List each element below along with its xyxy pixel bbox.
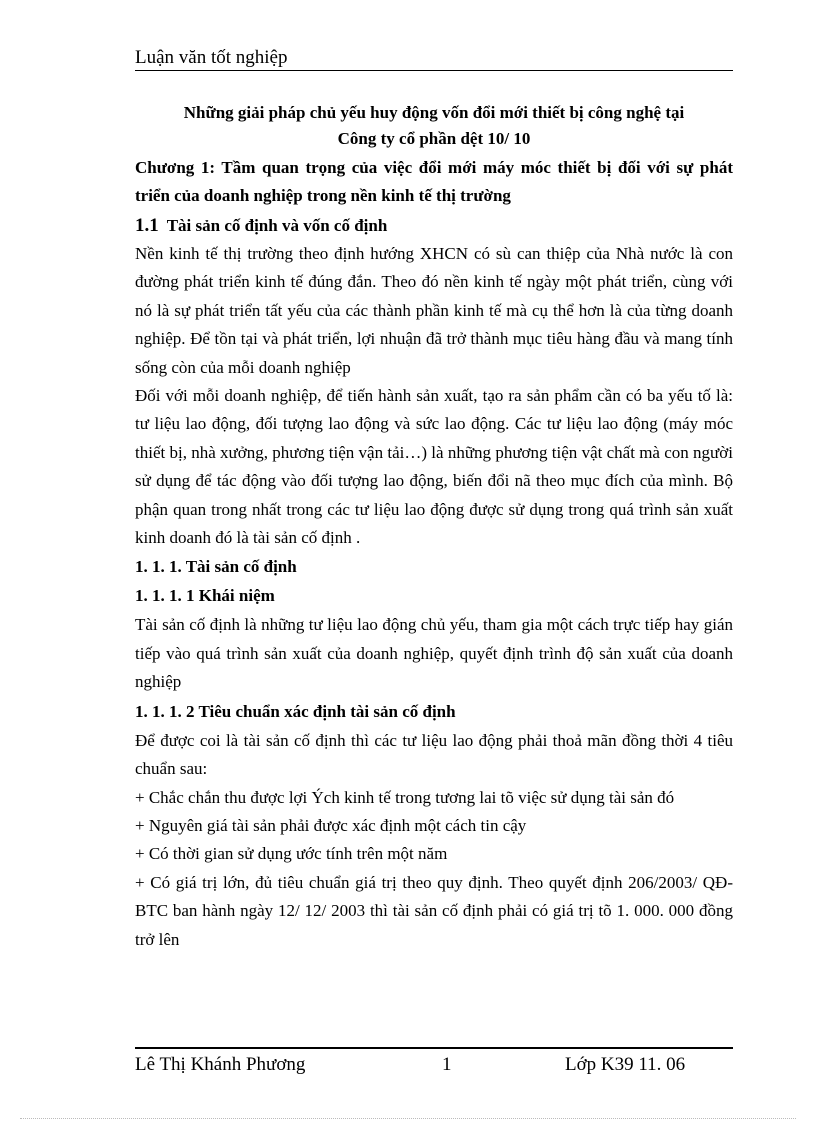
- thesis-title: [135, 100, 733, 152]
- header-rule: [135, 70, 733, 71]
- thesis-title-line-2: Công ty cổ phần dệt 10/ 10: [337, 129, 531, 148]
- section-heading-1-1: [135, 212, 733, 240]
- footer-class: Lớp K39 11. 06: [565, 1054, 686, 1075]
- footer-author: Lê Thị Khánh Phương: [135, 1054, 306, 1075]
- section-number: 1.1: [135, 215, 159, 236]
- criteria-item-1: + Chắc chắn thu được lợi Ých kinh tế trong tương lai tõ việc sử dụng tài sản đó: [135, 787, 675, 807]
- running-header: Luận văn tốt nghiệp: [135, 47, 288, 68]
- paragraph-concept: Tài sản cố định là những tư liệu lao động chủ yếu, tham gia một cách trực tiếp hay gián tiếp vào quá trình sản xuất của doanh nghiệp, quyết định trình độ sản xuất của doanh nghiệp: [135, 615, 733, 692]
- thesis-title-line-1: Những giải pháp chủ yếu huy động vốn đổi mới thiết bị công nghệ tại: [183, 103, 685, 122]
- criteria-item-3: + Có thời gian sử dụng ước tính trên một năm: [135, 844, 448, 864]
- criteria-item-4: + Có giá trị lớn, đủ tiêu chuẩn giá trị theo quy định. Theo quyết định 206/2003/ QĐ- BTC ban hành ngày 12/ 12/ 2003 thì tài sản cố định phải có giá trị tõ 1. 000. 000 đồng trở lên: [135, 872, 733, 949]
- chapter-heading: [135, 154, 733, 210]
- paragraph-production-factors: Đối với mỗi doanh nghiệp, để tiến hành sản xuất, tạo ra sản phẩm cần có ba yếu tố là: tư liệu lao động, đối tượng lao động và sức lao động. Các tư liệu lao động (máy móc thiết bị, nhà xưởng, phương tiện vận tải…) là những phương tiện vật chất mà con người sử dụng để tác động vào đối tượng lao động, biến đổi nã theo mục đích của mình. Bộ phận quan trong nhất trong các tư liệu lao động được sử dụng trong quá trình sản xuất kinh doanh đó là tài sản cố định .: [135, 386, 733, 548]
- subheading-criteria: 1. 1. 1. 2 Tiêu chuẩn xác định tài sản cố định: [135, 701, 456, 721]
- criteria-item-2: + Nguyên giá tài sản phải được xác định một cách tin cậy: [135, 815, 527, 835]
- page-edge-dotted-line: [20, 1118, 796, 1119]
- subheading-fixed-assets: 1. 1. 1. Tài sản cố định: [135, 557, 297, 577]
- paragraph-criteria-intro: Để được coi là tài sản cố định thì các tư liệu lao động phải thoả mãn đồng thời 4 tiêu chuẩn sau:: [135, 730, 733, 779]
- footer-page-number: 1: [442, 1054, 452, 1075]
- page-body: [135, 100, 733, 954]
- section-title: Tài sản cố định và vốn cố định: [166, 216, 388, 235]
- subheading-concept: 1. 1. 1. 1 Khái niệm: [135, 586, 275, 606]
- chapter-label: Chương 1: [135, 158, 210, 177]
- paragraph-market-economy: Nền kinh tế thị trường theo định hướng XHCN có sù can thiệp của Nhà nước là con đường phát triển kinh tế đúng đắn. Theo đó nền kinh tế ngày một phát triển, cùng với nó là sự phát triển tất yếu của các thành phần kinh tế mà cụ thể hơn là của từng doanh nghiệp. Để tồn tại và phát triển, lợi nhuận đã trở thành mục tiêu hàng đầu và mang tính sống còn của mỗi doanh nghiệp: [135, 244, 733, 377]
- footer-rule: [135, 1047, 733, 1049]
- chapter-title: : Tầm quan trọng của việc đổi mới máy móc thiết bị đối với sự phát triển của doanh nghiệp trong nền kinh tế thị trường: [135, 158, 733, 205]
